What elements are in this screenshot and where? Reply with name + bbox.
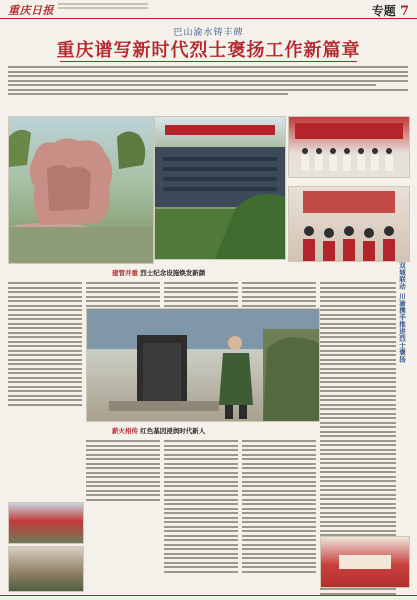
exhibition-photo: [320, 536, 410, 588]
subhead-bottom-left-key: 薪火相传: [112, 427, 138, 435]
masthead-meta: [58, 3, 148, 11]
guard-illustration: [87, 309, 319, 421]
lead-paragraph: [8, 66, 408, 98]
young-pioneers-photo: [288, 186, 410, 262]
page-footer-rule: [0, 595, 417, 600]
text-column-lower-3: [242, 440, 316, 575]
monument-illustration: [9, 117, 153, 263]
monument-photo: [8, 116, 154, 264]
masthead: [0, 0, 417, 19]
section-number: 7: [399, 4, 409, 19]
memorial-hall-photo: [8, 546, 84, 592]
text-column-1: [8, 282, 82, 408]
subhead-middle-left: [112, 268, 205, 277]
newspaper-logo: 重庆日报: [8, 4, 54, 17]
guard-photo: [86, 308, 320, 422]
subhead-middle-left-key: 建管并重: [112, 269, 138, 277]
kicker: 巴山渝水铸丰碑: [173, 28, 244, 38]
square-assembly-photo: [8, 502, 84, 544]
subhead-middle-left-rest: 烈士纪念设施焕发新颜: [140, 269, 206, 277]
section-label: 专题: [371, 4, 396, 18]
group-illustration: [289, 117, 409, 177]
headline-rule: [60, 61, 357, 62]
ceremony-illustration: [155, 117, 285, 259]
exhibition-illustration: [321, 537, 409, 587]
section-tag: [372, 2, 409, 19]
ceremony-photo: [154, 116, 286, 260]
text-column-lower-1: [86, 440, 160, 503]
pioneers-illustration: [289, 187, 409, 261]
text-column-lower-2: [164, 440, 238, 575]
subhead-bottom-left: [112, 426, 205, 435]
subhead-bottom-left-rest: 红色基因浸润时代新人: [140, 427, 206, 435]
headline: 重庆谱写新时代烈士褒扬工作新篇章: [56, 40, 361, 61]
subhead-right-vertical: 双城联动 川渝携手推进烈士褒扬: [398, 262, 406, 363]
group-photo: [288, 116, 410, 178]
